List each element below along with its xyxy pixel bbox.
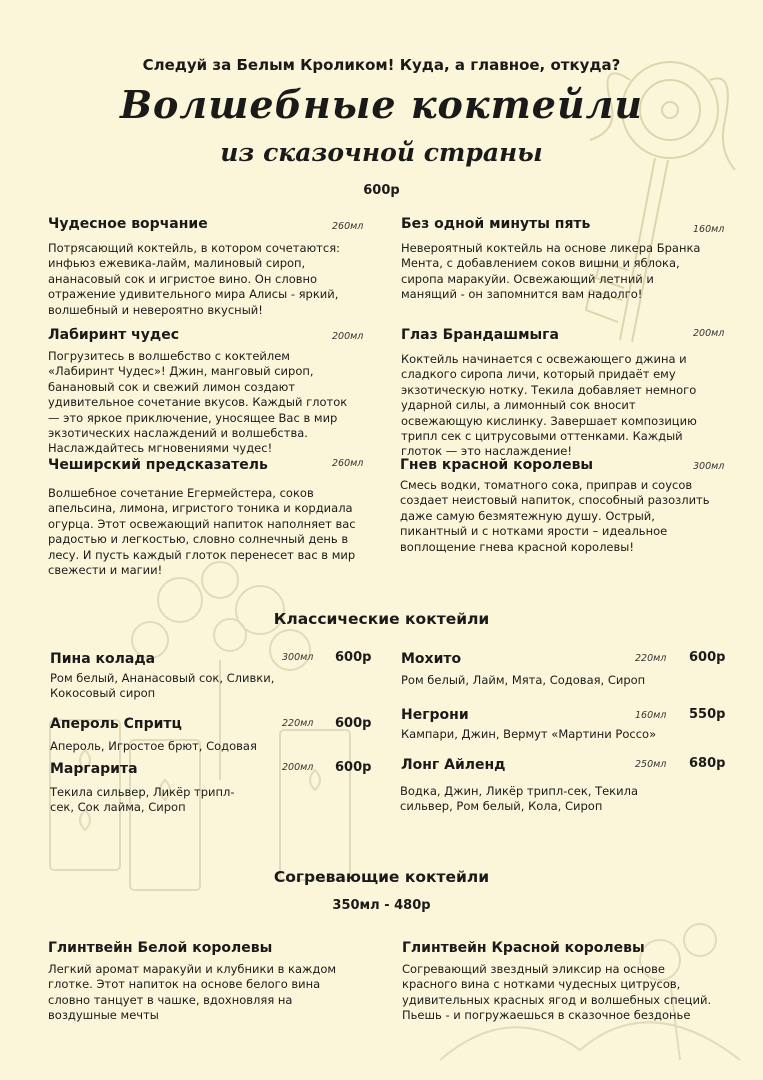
item-name: Глинтвейн Красной королевы — [402, 940, 645, 956]
item-volume: 160мл — [693, 224, 725, 235]
item-volume: 200мл — [693, 328, 725, 339]
item-name: Лонг Айленд — [401, 757, 506, 773]
item-name: Негрони — [401, 707, 469, 723]
item-description: Водка, Джин, Ликёр трипл-сек, Текила сильвер, Ром белый, Кола, Сироп — [400, 784, 638, 814]
item-description: Волшебное сочетание Егермейстера, соков апельсина, лимона, игристого тоника и кордиала огурца. Этот освежающий напиток наполняет вас радостью и легкостью, словно солнечный день в лесу. И пусть каждый глоток перенесет вас в мир свежести и магии! — [48, 486, 356, 578]
item-description: Ром белый, Ананасовый сок, Сливки, Кокосовый сироп — [50, 671, 275, 701]
tagline: Следуй за Белым Кроликом! Куда, а главное, откуда? — [142, 56, 621, 74]
item-volume: 250мл — [635, 759, 667, 770]
item-name: Чудесное ворчание — [48, 216, 208, 232]
item-volume: 260мл — [332, 221, 364, 232]
item-volume: 300мл — [693, 461, 725, 472]
item-description: Легкий аромат маракуйи и клубники в каждом глотке. Этот напиток на основе белого вина словно танцует в чашке, вдохновляя на воздушные мечты — [48, 962, 337, 1023]
item-description: Потрясающий коктейль, в котором сочетаются: инфьюз ежевика-лайм, малиновый сироп, ананасовый сок и игристое вино. Он словно отражение удивительного мира Алисы - яркий, волшебный и невероятно вкусный! — [48, 241, 340, 317]
page-subtitle: из сказочной страны — [220, 138, 543, 167]
item-name: Глинтвейн Белой королевы — [48, 940, 273, 956]
item-volume: 220мл — [635, 653, 667, 664]
item-description: Согревающий звездный эликсир на основе красного вина с нотками чудесных цитрусов, удивительных красных ягод и волшебных специй. Пьешь - и погружаешься в сказочное бездонье — [402, 962, 712, 1023]
item-price: 600р — [335, 716, 372, 731]
item-volume: 200мл — [332, 331, 364, 342]
item-description: Погрузитесь в волшебство с коктейлем «Лабиринт Чудес»! Джин, манговый сироп, банановый сок и свежий лимон создают удивительное сочетание вкусов. Каждый глоток — это яркое приключение, уносящее Вас в мир экзотических наслаждений и волшебства. Наслаждайтесь мгновениями чудес! — [48, 349, 348, 456]
item-name: Маргарита — [50, 761, 138, 777]
item-name: Пина колада — [50, 651, 156, 667]
item-description: Ром белый, Лайм, Мята, Содовая, Сироп — [401, 673, 646, 687]
item-name: Лабиринт чудес — [48, 327, 179, 343]
item-price: 600р — [335, 760, 372, 775]
item-volume: 300мл — [282, 652, 314, 663]
item-name: Гнев красной королевы — [400, 457, 594, 473]
warming-price: 350мл - 480р — [332, 898, 431, 913]
item-description: Коктейль начинается с освежающего джина и сладкого сиропа личи, который придаёт ему экзотическую нотку. Текила добавляет немного ударной силы, а лимонный сок вносит освежающую кислинку. Завершает композицию трипл сек с цитрусовыми оттенками. Каждый глоток — это наслаждение! — [401, 352, 697, 459]
item-volume: 220мл — [282, 718, 314, 729]
item-name: Без одной минуты пять — [401, 216, 591, 232]
item-volume: 200мл — [282, 762, 314, 773]
item-description: Текила сильвер, Ликёр трипл-сек, Сок лайма, Сироп — [50, 785, 235, 815]
item-description: Кампари, Джин, Вермут «Мартини Россо» — [401, 727, 657, 741]
item-price: 680р — [689, 756, 726, 771]
item-description: Невероятный коктейль на основе ликера Бранка Мента, с добавлением соков вишни и яблока, сиропа маракуйи. Освежающий летний и манящий - он запомнится вам надолго! — [401, 241, 701, 302]
item-price: 550р — [689, 707, 726, 722]
item-description: Апероль, Игростое брют, Содовая — [50, 739, 257, 753]
item-price: 600р — [335, 650, 372, 665]
classic-section-title: Классические коктейли — [273, 610, 490, 628]
magic-price: 600р — [363, 183, 400, 198]
item-name: Апероль Спритц — [50, 716, 182, 732]
item-name: Глаз Брандашмыга — [401, 327, 559, 343]
item-description: Смесь водки, томатного сока, приправ и соусов создает неистовый напиток, способный разозлить даже самую безмятежную душу. Острый, пикантный и с нотками ярости – идеальное воплощение гнева красной королевы! — [400, 478, 710, 554]
item-name: Мохито — [401, 651, 462, 667]
item-volume: 160мл — [635, 710, 667, 721]
item-price: 600р — [689, 650, 726, 665]
item-volume: 260мл — [332, 458, 364, 469]
warming-section-title: Согревающие коктейли — [273, 868, 490, 886]
page-title: Волшебные коктейли — [119, 82, 644, 127]
item-name: Чеширский предсказатель — [48, 457, 268, 473]
